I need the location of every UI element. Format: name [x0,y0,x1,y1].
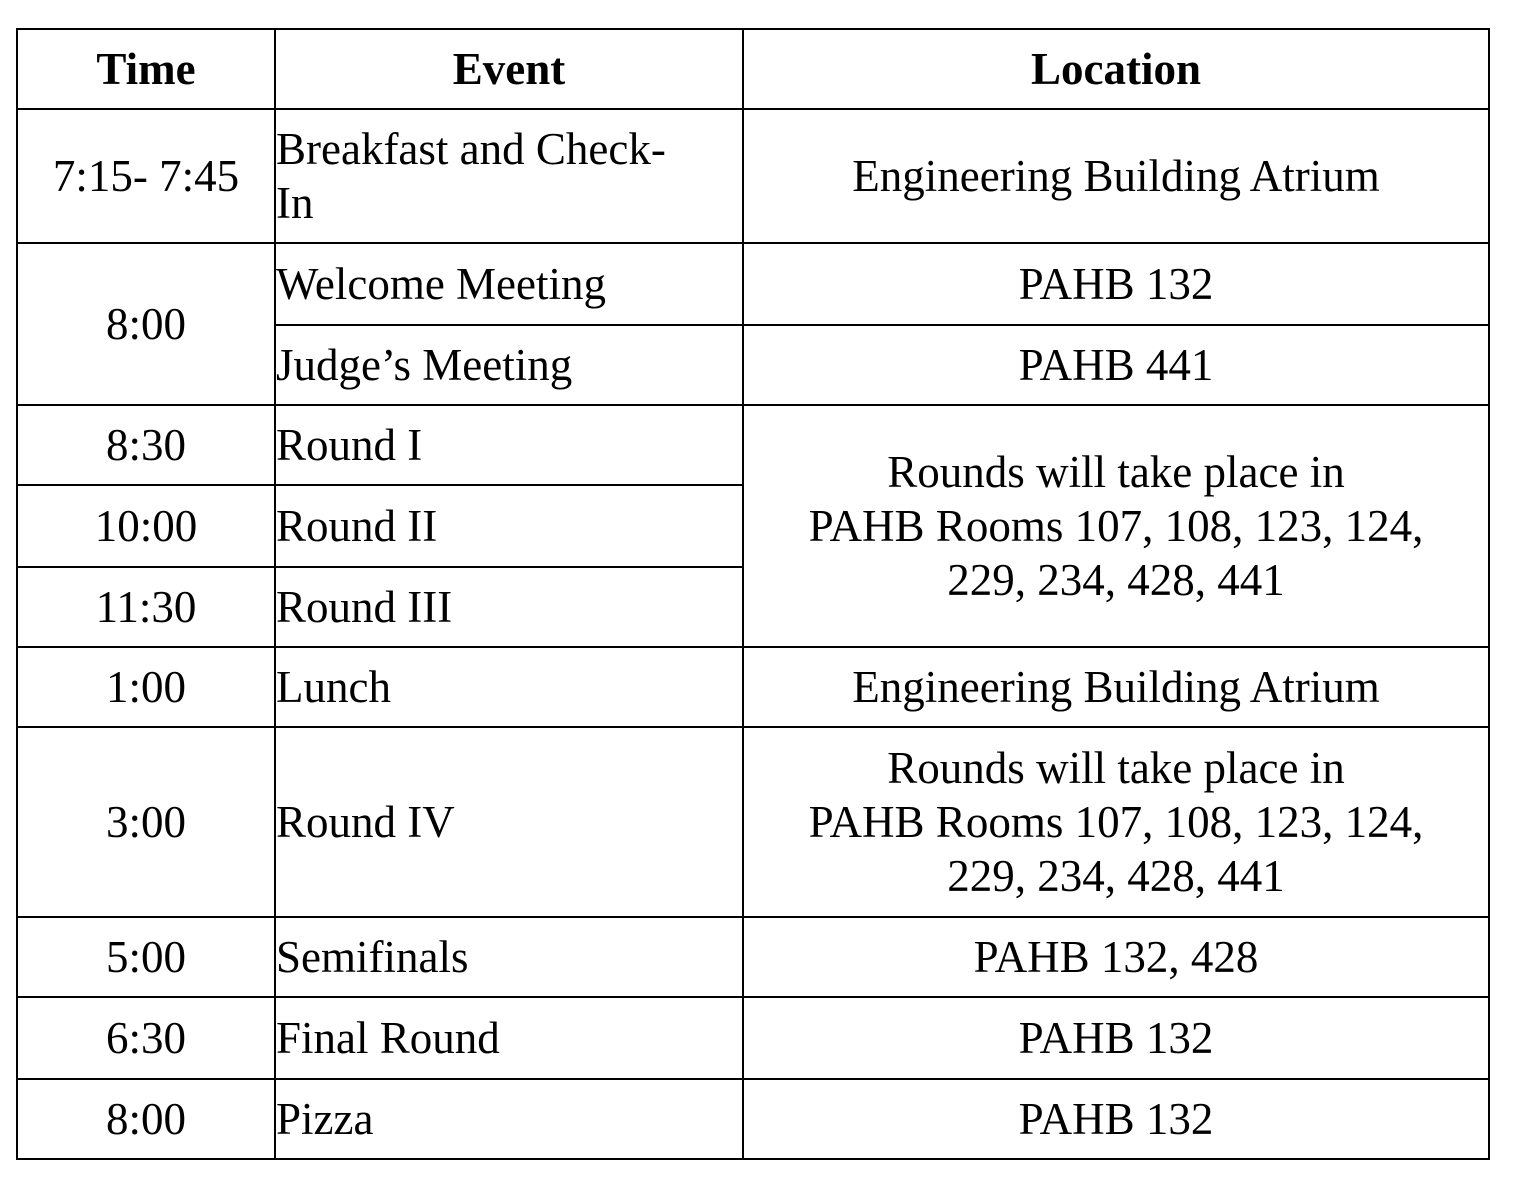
table-row [17,243,1489,325]
event-cell: Lunch [275,647,743,727]
event-line: In [276,178,314,228]
location-cell: PAHB 132, 428 [743,917,1489,997]
time-cell: 1:00 [17,647,275,727]
time-cell: 7:15- 7:45 [17,109,275,243]
location-cell [743,727,1489,917]
header-time: Time [17,29,275,109]
event-line: Breakfast and Check- [276,124,666,174]
table-row [17,917,1489,997]
time-cell: 5:00 [17,917,275,997]
event-cell: Welcome Meeting [275,243,743,325]
header-row [17,29,1489,109]
event-cell: Semifinals [275,917,743,997]
event-cell: Round IV [275,727,743,917]
time-cell: 11:30 [17,567,275,647]
event-cell: Round III [275,567,743,647]
event-cell: Round I [275,405,743,485]
location-cell: PAHB 132 [743,243,1489,325]
table-row [17,1079,1489,1159]
location-cell: Engineering Building Atrium [743,109,1489,243]
schedule-table [16,28,1490,1160]
table-row [17,727,1489,917]
location-line: 229, 234, 428, 441 [947,851,1285,901]
location-cell: PAHB 132 [743,1079,1489,1159]
time-cell: 6:30 [17,997,275,1079]
table-row [17,997,1489,1079]
event-cell: Round II [275,485,743,567]
table-row [17,647,1489,727]
time-cell: 10:00 [17,485,275,567]
table-row [17,405,1489,485]
header-event: Event [275,29,743,109]
location-line: PAHB Rooms 107, 108, 123, 124, [808,797,1424,847]
location-cell: PAHB 132 [743,997,1489,1079]
table-row [17,109,1489,243]
time-cell: 8:30 [17,405,275,485]
event-cell [275,109,743,243]
time-cell: 3:00 [17,727,275,917]
location-cell: Engineering Building Atrium [743,647,1489,727]
time-cell: 8:00 [17,1079,275,1159]
event-cell: Judge’s Meeting [275,325,743,405]
location-line: PAHB Rooms 107, 108, 123, 124, [808,501,1424,551]
location-line: 229, 234, 428, 441 [947,555,1285,605]
location-line: Rounds will take place in [887,743,1345,793]
location-cell [743,405,1489,647]
location-line: Rounds will take place in [887,447,1345,497]
location-cell: PAHB 441 [743,325,1489,405]
event-cell: Pizza [275,1079,743,1159]
header-location: Location [743,29,1489,109]
time-cell: 8:00 [17,243,275,405]
event-cell: Final Round [275,997,743,1079]
